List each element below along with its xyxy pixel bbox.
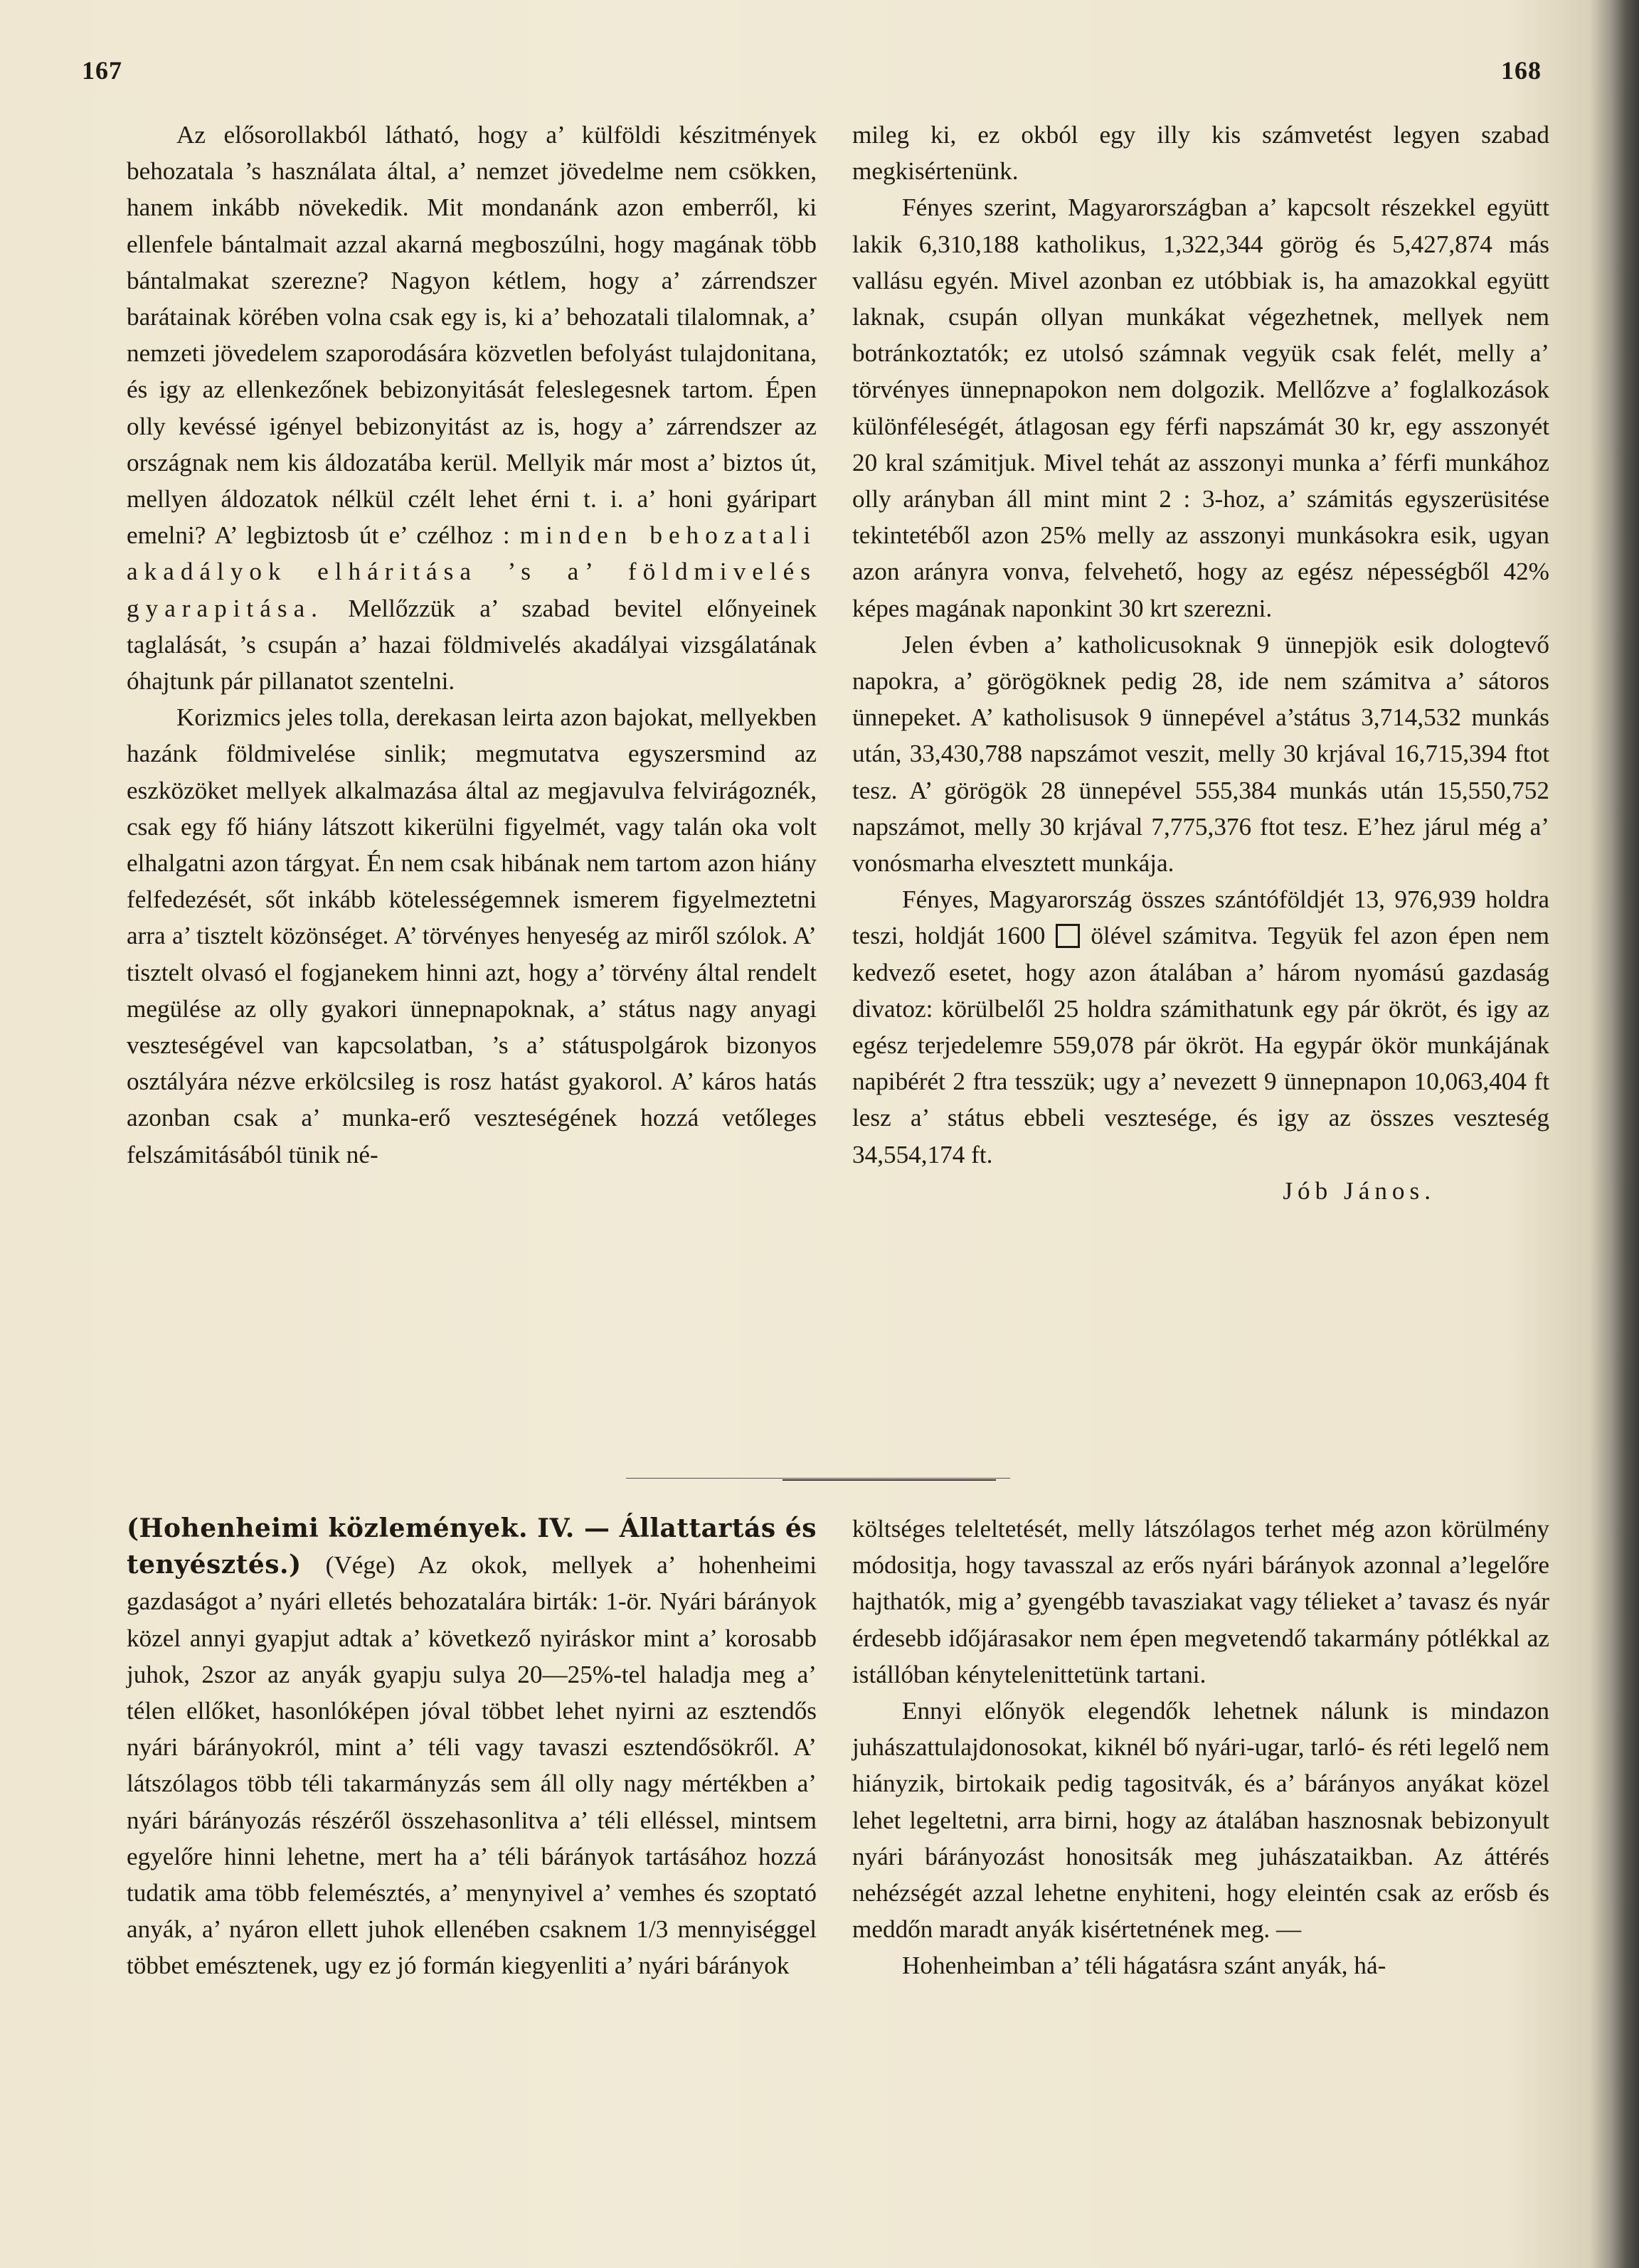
paragraph-intro-tail: Mellőzzük a’ szabad bevitel előnyeinek taglalását, ’s csupán a’ hazai földmivelés akadályai vizsgálatának óhajtunk pár pillanatot szentelni. (127, 594, 817, 696)
paragraph-hohenheim-breeding: Hohenheimban a’ téli hágatásra szánt anyák, há- (902, 1952, 1386, 1980)
article-top-left-column (127, 117, 817, 1173)
paragraph-land-text: Fényes, Magyarország összes szántóföldjét 13, 976,939 holdra teszi, holdját 1600 (852, 885, 1549, 950)
page-number-right: 168 (1501, 56, 1542, 85)
paragraph-intro (127, 117, 817, 699)
author-signature: Jób János. (1283, 1176, 1436, 1205)
paragraph-wintering: költséges teleltetését, melly látszólagos terhet még azon körülmény módositja, hogy tavasszal az erős nyári bárányok azonnal a’legelőre hajthatók, mig a’ gyengébb tavasziakat vagy télieket a’ tavasz és nyár érdesebb időjárasakor nem épen megvetendő takarmány pótlékkal az istállóban kénytelenittetünk tartani. (852, 1515, 1549, 1688)
paragraph-korizmics: Korizmics jeles tolla, derekasan leirta azon bajokat, mellyekben hazánk földmivelése sinlik; megmutatva egyszersmind az eszközöket mellyek alkalmazása által az megjavulva felvirágoznék, csak egy fő hiány látszott kikerülni figyelmét, vagy talán oka volt elhalgatni azon tárgyat. Én nem csak hibának nem tartom azon hiány felfedezését, sőt inkább kötelességemnek ismerem figyelmeztetni arra a’ tisztelt közönséget. A’ törvényes henyeség az miről szólok. A’ tisztelt olvasó el fogjanekem hinni azt, hogy a’ törvény által rendelt megülése az olly gyakori ünnepnapoknak, a’ státus nagy anyagi veszteségével van kapcsolatban, ’s a’ státuspolgárok bizonyos osztályára nézve erkölcsileg is rosz hatást gyakorol. A’ káros hatás azonban csak a’ munka-erő veszteségének hozzá vetőleges felszámitásából tünik né- (127, 703, 817, 1168)
paragraph-land-tail: ölével számitva. Tegyük fel azon épen nem kedvező esetet, hogy azon átalában a’ három nyomású gazdaság divatoz: körülbelől 25 holdra számithatunk egy pár ökröt, és igy az egész terjedelemre 559,078 pár ökröt. Ha egypár ökör munkájának napibérét 2 ftra tesszük; ugy a’ nevezett 9 ünnepnapon 10,063,404 ft lesz a’ státus ebbeli vesztesége, és igy az összes veszteség 34,554,174 ft. (852, 922, 1549, 1168)
paragraph-fenyes: Fényes szerint, Magyarországban a’ kapcsolt részekkel együtt lakik 6,310,188 katholikus, 1,322,344 görög és 5,427,874 más vallásu egyén. Mivel azonban ez utóbbiak is, ha amazokkal együtt laknak, csupán ollyan munkákat végezhetnek, mellyek nem botránkoztatók; ez utolsó számnak vegyük csak felét, melly a’ törvényes ünnepnapokon nem dolgozik. Mellőzve a’ foglalkozások különféleségét, átlagosan egy férfi napszámát 30 kr, egy asszonyét 20 kral számitjuk. Mivel tehát az asszonyi munka a’ férfi munkához olly arányban áll mint mint 2 : 3-hoz, a’ számitás egyszerüsitése tekintetéből azon 25% melly az asszonyi munkásokra esik, ugyan azon arányra vonva, felvehető, hogy az egész népességből 42% képes magának naponkint 30 krt szerezni. (852, 193, 1549, 622)
section-divider (783, 1479, 996, 1481)
paragraph-holidays: Jelen évben a’ katholicusoknak 9 ünnepjök esik dologtevő napokra, a’ görögöknek pedig 28, ide nem számitva a’ sátoros ünnepeket. A’ katholisusok 9 ünnepével a’státus 3,714,532 munkás után, 33,430,788 napszámot veszit, melly 30 krjával 16,715,394 ftot tesz. A’ görögök 28 ünnepével 555,384 munkás után 15,550,752 napszámot, melly 30 krjával 7,775,376 ftot tesz. E’hez járul még a’ vonósmarha elvesztett munkája. (852, 630, 1549, 878)
paragraph-intro-text: Az elősorollakból látható, hogy a’ külföldi készitmények behozatala ’s használata által, a’ nemzet jövedelme nem csökken, hanem inkább növekedik. Mit mondanánk azon emberről, ki ellenfele bántalmait azzal akarná megboszúlni, hogy magának több bántalmakat szerezne? Nagyon kétlem, hogy a’ zárrendszer barátainak körében volna csak egy is, ki a’ behozatali tilalomnak, a’ nemzeti jövedelem szaporodására közvetlen befolyást tulajdonitana, és igy az ellenkezőnek bebizonyitását feleslegesnek tartom. Épen olly kevéssé igényel bebizonyitást az is, hogy a’ zárrendszer az országnak nem kis áldozatába kerül. Mellyik már most a’ biztos út, mellyen áldozatok nélkül czélt lehet érni t. i. a’ honi gyáripart emelni? A’ legbiztosb út e’ czélhoz : (127, 121, 817, 550)
paragraph-hohenheim (127, 1511, 817, 1984)
paragraph-advantages: Ennyi előnyök elegendők lehetnek nálunk is mindazon juhászattulajdonosokat, kiknél bő nyári-ugar, tarló- és réti legelő nem hiányzik, birtokaik pedig tagositvák, és a’ bárányos anyákat közel lehet legeltetni, arra birni, hogy az átalában hasznosnak bebizonyult nyári bárányozást honositsák meg juhászataikban. Az áttérés nehézségét azzal lehetne enyhiteni, hogy eleintén csak az erősb és meddőn maradt anyák kisértetnének meg. — (852, 1697, 1549, 1944)
article-top-right-column (852, 117, 1549, 1209)
article-bottom-left-column (127, 1511, 817, 1984)
article-bottom-right-column (852, 1511, 1549, 1984)
square-fathom-symbol (1056, 924, 1080, 948)
section-divider-thin (626, 1478, 1010, 1479)
page-number-left: 167 (82, 56, 122, 85)
emphasized-phrase: minden behozatali akadályok elháritása ’s a’ földmivelés gyarapitása. (127, 521, 817, 622)
paragraph-hohenheim-text: (Vége) Az okok, mellyek a’ hohenheimi gazdaságot a’ nyári elletés behozatalára birták: 1-ör. Nyári bárányok közel annyi gyapjut adtak a’ következő nyiráskor mint a’ korosabb juhok, 2szor az anyák gyapju sulya 20—25%-tel haladja meg a’ télen ellőket, hasonlóképen jóval többet lehet nyirni az esztendős nyári bárányokról, mint a’ téli vagy tavaszi esztendősökről. A’ látszólagos több téli takarmányzás sem áll olly nagy mértékben a’ nyári bárányozás részéről összehasonlitva a’ téli elléssel, mintsem egyelőre hinni lehetne, mert ha a’ téli bárányok tartásához hozzá tudatik ama több felemésztés, a’ menynyivel a’ vemhes és szoptató anyák, a’ nyáron ellett juhok ellenében csaknem 1/3 mennyiséggel többet emésztenek, ugy ez jó formán kiegyenliti a’ nyári bárányok (127, 1551, 817, 1980)
section-heading: (Hohenheimi közlemények. IV. — Állattartás és tenyésztés.) (127, 1513, 817, 1580)
paragraph-land (852, 881, 1549, 1173)
paragraph-continuation: mileg ki, ez okból egy illy kis számvetést legyen szabad megkisértenünk. (852, 121, 1549, 186)
